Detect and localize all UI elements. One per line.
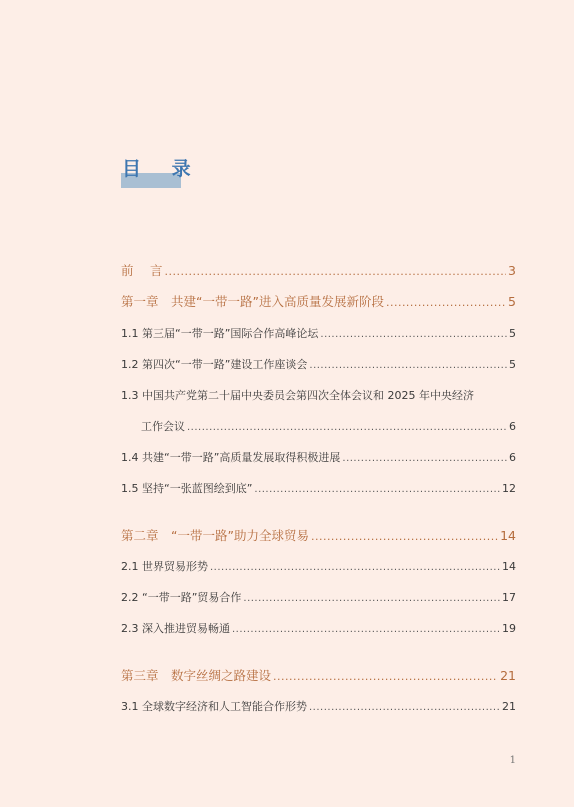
toc-entry-2-1[interactable] (121, 559, 516, 576)
dot-leader (273, 669, 498, 685)
toc-entry-page: 14 (500, 528, 516, 543)
toc-entry-page: 12 (502, 482, 516, 495)
toc-entry-preface[interactable] (121, 263, 516, 280)
toc-title-block (121, 155, 203, 191)
toc-entry-label: 2.3 深入推进贸易畅通 (121, 622, 230, 635)
toc-entry-2-2[interactable] (121, 590, 516, 607)
dot-leader (342, 451, 507, 467)
dot-leader (187, 420, 507, 436)
toc-entry-1-3-line1[interactable]: 1.3 中国共产党第二十届中央委员会第四次全体会议和 2025 年中央经济 (121, 389, 474, 402)
toc-entry-label: 3.1 全球数字经济和人工智能合作形势 (121, 700, 307, 713)
dot-leader (309, 700, 500, 716)
toc-entry-chapter-3[interactable] (121, 668, 516, 685)
toc-entry-1-5[interactable] (121, 481, 516, 498)
toc-entry-label: 1.4 共建“一带一路”高质量发展取得积极进展 (121, 451, 341, 464)
toc-entry-page: 19 (502, 622, 516, 635)
toc-entry-chapter-1[interactable] (121, 294, 516, 311)
toc-entry-page: 3 (508, 263, 516, 278)
toc-entry-label: 1.5 坚持“一张蓝图绘到底” (121, 482, 253, 495)
toc-entry-page: 17 (502, 591, 516, 604)
toc-entry-1-4[interactable] (121, 450, 516, 467)
toc-entry-page: 14 (502, 560, 516, 573)
toc-entry-page: 6 (509, 420, 516, 433)
dot-leader (210, 560, 500, 576)
toc-entry-label: 工作会议 (141, 420, 185, 433)
toc-entry-page: 21 (500, 668, 516, 683)
toc-entry-label: 前 言 (121, 263, 163, 278)
page-number: 1 (509, 755, 516, 766)
dot-leader (164, 264, 506, 280)
toc-entry-label: 1.2 第四次“一带一路”建设工作座谈会 (121, 358, 308, 371)
toc-entry-page: 21 (502, 700, 516, 713)
dot-leader (254, 482, 500, 498)
dot-leader (320, 327, 507, 343)
toc-entry-1-2[interactable] (121, 357, 516, 374)
toc-entry-3-1[interactable] (121, 699, 516, 716)
toc-entry-label: 2.2 “一带一路”贸易合作 (121, 591, 242, 604)
toc-entry-page: 5 (509, 358, 516, 371)
page-title: 目 录 (122, 158, 203, 180)
dot-leader (232, 622, 500, 638)
toc-entry-page: 5 (508, 294, 516, 309)
toc-entry-chapter-2[interactable] (121, 528, 516, 545)
dot-leader (243, 591, 500, 607)
toc-entry-label: 第三章 数字丝绸之路建设 (121, 668, 272, 683)
toc-entry-page: 5 (509, 327, 516, 340)
toc-entry-label: 第二章 “一带一路”助力全球贸易 (121, 528, 309, 543)
toc-entry-page: 6 (509, 451, 516, 464)
dot-leader (311, 529, 498, 545)
toc-entry-2-3[interactable] (121, 621, 516, 638)
toc-entry-label: 第一章 共建“一带一路”进入高质量发展新阶段 (121, 294, 384, 309)
toc-entry-label: 1.1 第三届“一带一路”国际合作高峰论坛 (121, 327, 319, 340)
toc-entry-label: 2.1 世界贸易形势 (121, 560, 208, 573)
dot-leader (386, 295, 506, 311)
toc-entry-1-3-line2[interactable] (141, 419, 516, 436)
dot-leader (309, 358, 507, 374)
toc-entry-1-1[interactable] (121, 326, 516, 343)
